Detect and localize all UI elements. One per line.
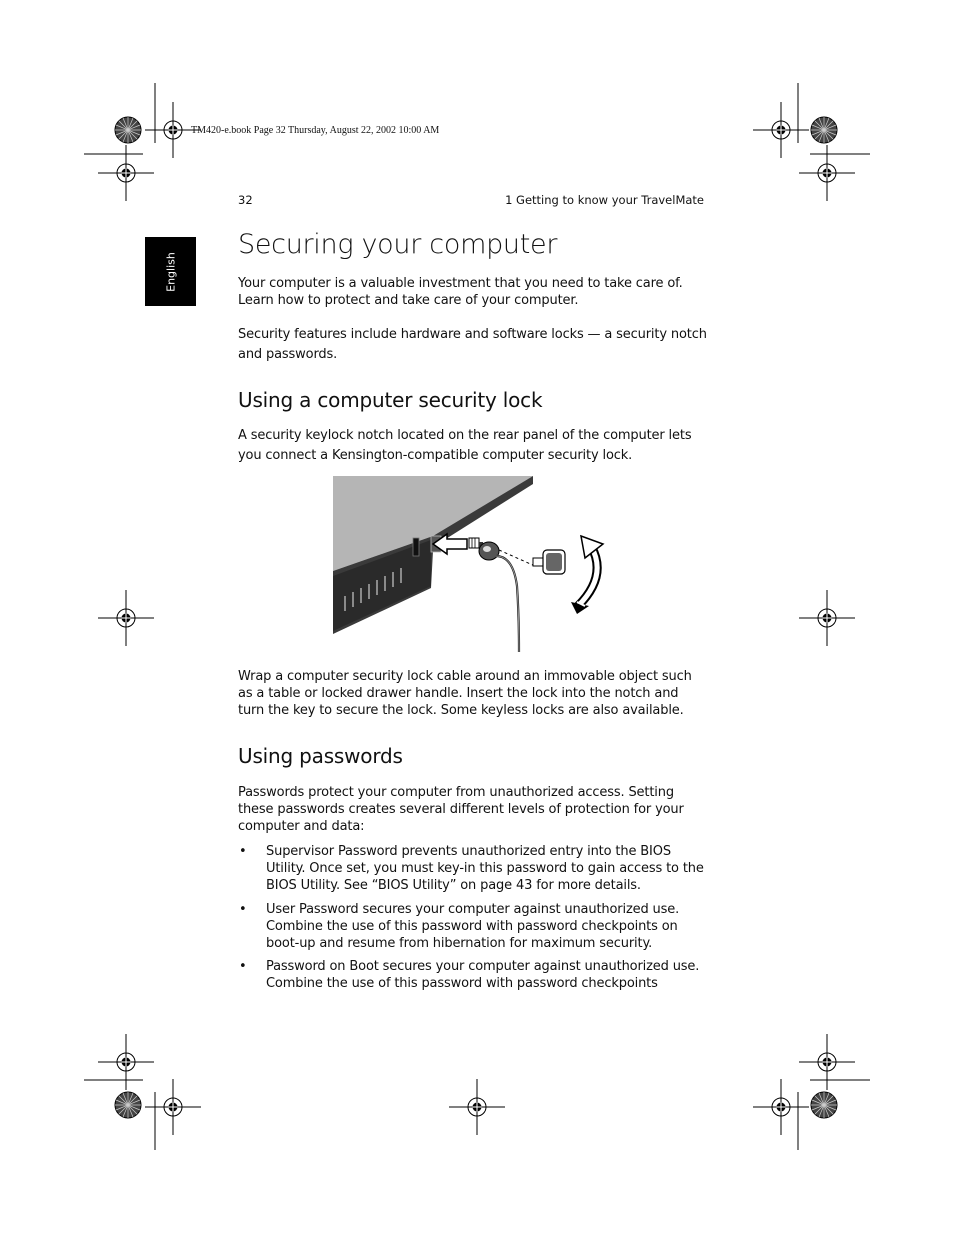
- security-lock-illustration: [333, 476, 611, 652]
- bullet-glyph: •: [239, 844, 247, 859]
- bullet-text-supervisor: Supervisor Password prevents unauthorized entry into the BIOS Utility. Once set, you must key-in this password to gain access to the BIOS Utility. See “BIOS Utility” on page 43 for more details.: [266, 844, 704, 893]
- list-item: [238, 901, 708, 952]
- page-number: 32: [238, 193, 253, 207]
- password-types-list: [238, 843, 708, 992]
- language-tab-label: English: [164, 251, 177, 292]
- page-title: Securing your computer: [238, 229, 558, 260]
- bullet-glyph: •: [239, 902, 247, 917]
- security-lock-instructions: Wrap a computer security lock cable around an immovable object such as a table or locked drawer handle. Insert the lock into the notch and turn the key to secure the lock. Some keyless locks are also available.: [238, 669, 692, 718]
- security-lock-paragraph: A security keylock notch located on the rear panel of the computer lets you connect a Kensington-compatible computer security lock.: [238, 428, 692, 463]
- passwords-paragraph: Passwords protect your computer from unauthorized access. Setting these passwords creates several different levels of protection for your computer and data:: [238, 785, 684, 834]
- bullet-glyph: •: [239, 959, 247, 974]
- running-header: 1 Getting to know your TravelMate: [505, 193, 704, 207]
- list-item: [238, 958, 708, 992]
- print-slug: TM420-e.book Page 32 Thursday, August 22, 2002 10:00 AM: [191, 125, 440, 136]
- language-tab: [145, 237, 196, 306]
- list-item: [238, 843, 708, 894]
- heading-passwords: Using passwords: [238, 744, 403, 768]
- heading-security-lock: Using a computer security lock: [238, 388, 543, 412]
- intro-paragraph-2: Security features include hardware and software locks — a security notch and passwords.: [238, 327, 707, 362]
- bullet-text-user: User Password secures your computer against unauthorized use. Combine the use of this password with password checkpoints on boot-up and resume from hibernation for maximum security.: [266, 902, 680, 951]
- bullet-text-boot: Password on Boot secures your computer against unauthorized use. Combine the use of this password with password checkpoints: [266, 959, 700, 991]
- intro-paragraph-1: Your computer is a valuable investment that you need to take care of. Learn how to protect and take care of your computer.: [238, 276, 683, 308]
